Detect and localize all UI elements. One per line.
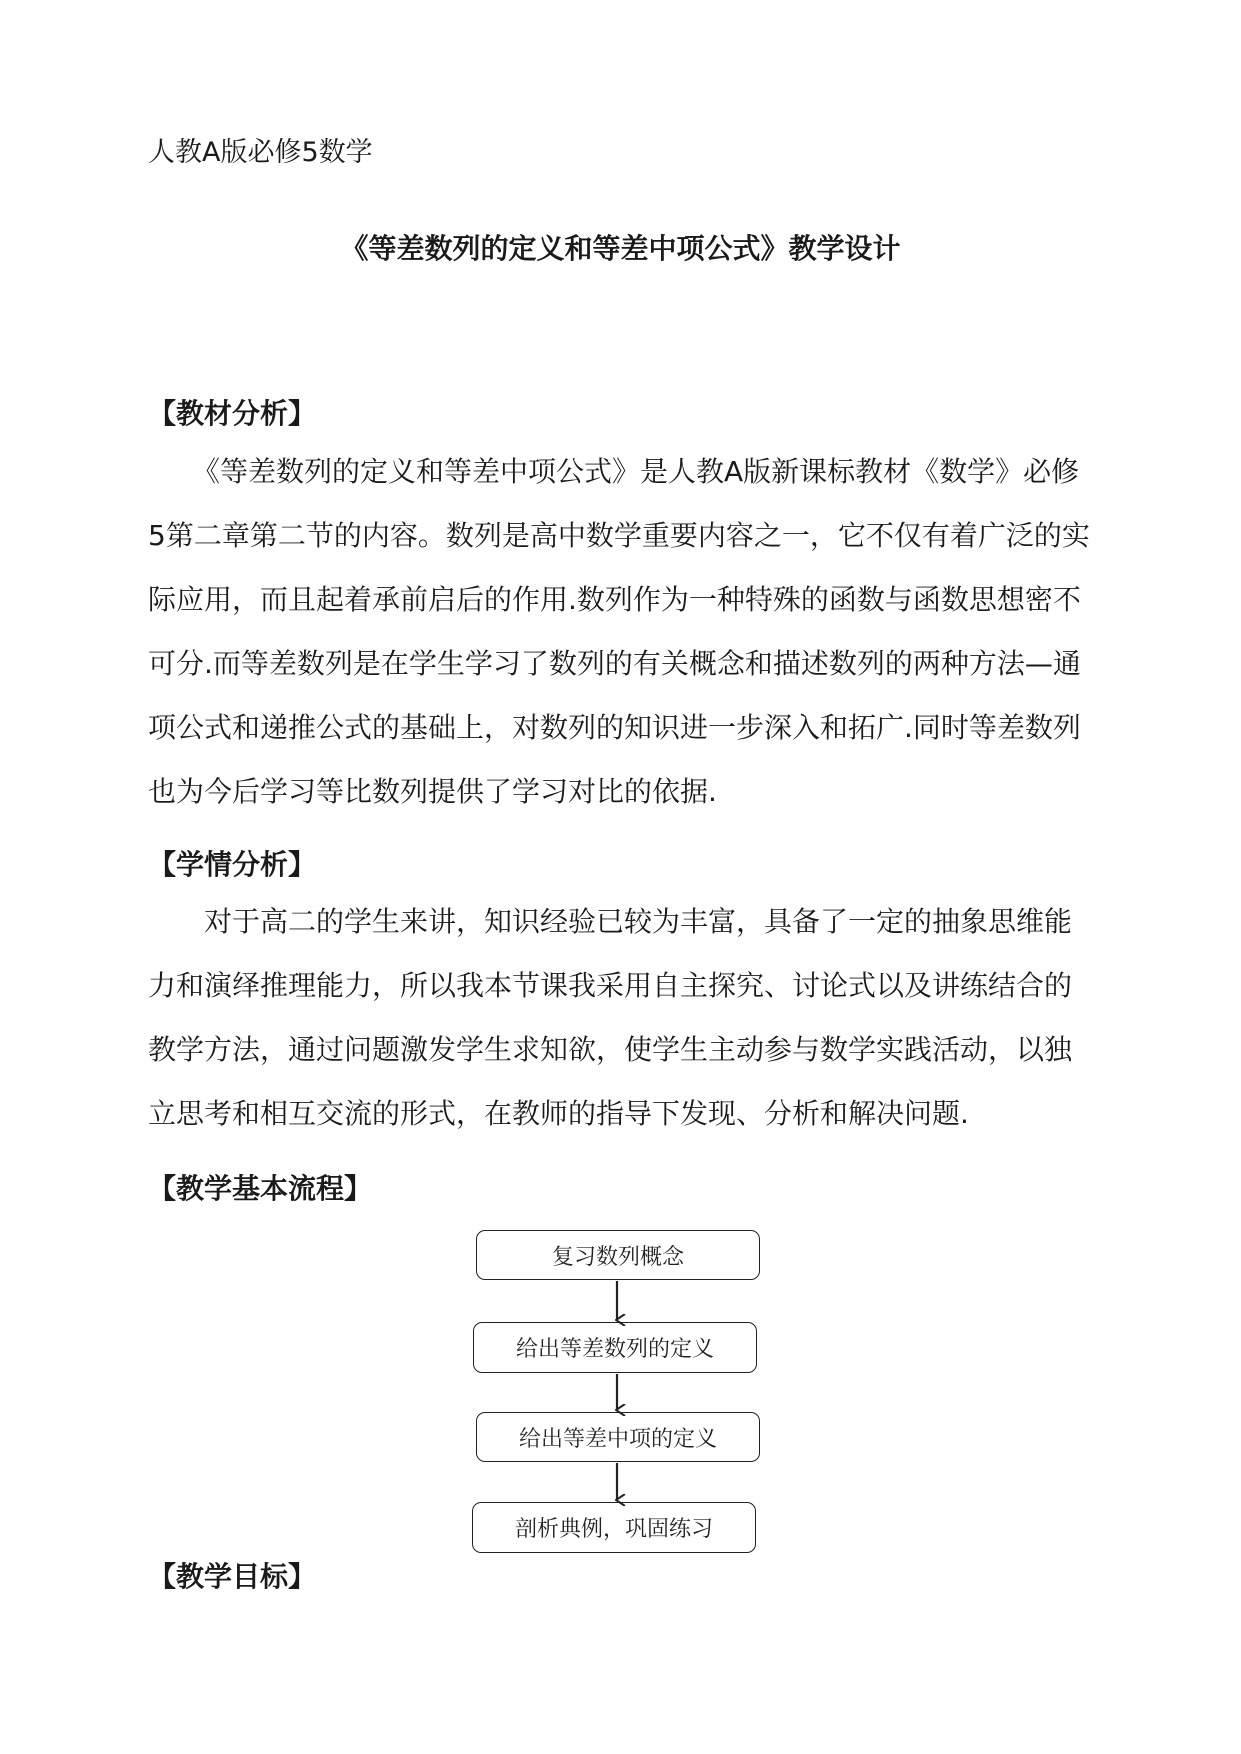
paragraph-line: 项公式和递推公式的基础上，对数列的知识进一步深入和拓广.同时等差数列 xyxy=(148,711,1081,744)
flow-step-definition: 给出等差数列的定义 xyxy=(473,1322,757,1373)
document-subtitle: 人教A版必修5数学 xyxy=(148,137,373,168)
section-heading-students: 【学情分析】 xyxy=(148,848,317,881)
flow-step-middle-term: 给出等差中项的定义 xyxy=(476,1412,760,1462)
section-heading-goals: 【教学目标】 xyxy=(148,1560,317,1593)
paragraph-line: 际应用，而且起着承前启后的作用.数列作为一种特殊的函数与函数思想密不 xyxy=(148,583,1081,616)
flow-step-review: 复习数列概念 xyxy=(476,1230,760,1280)
paragraph-line: 教学方法，通过问题激发学生求知欲，使学生主动参与数学实践活动，以独 xyxy=(148,1033,1073,1066)
flow-step-examples: 剖析典例，巩固练习 xyxy=(472,1502,756,1553)
paragraph-line: 可分.而等差数列是在学生学习了数列的有关概念和描述数列的两种方法—通 xyxy=(148,647,1081,680)
paragraph-line: 力和演绎推理能力，所以我本节课我采用自主探究、讨论式以及讲练结合的 xyxy=(148,969,1073,1002)
section-heading-process: 【教学基本流程】 xyxy=(148,1172,373,1205)
paragraph-line: 立思考和相互交流的形式，在教师的指导下发现、分析和解决问题. xyxy=(148,1097,969,1130)
paragraph-line: 对于高二的学生来讲，知识经验已较为丰富，具备了一定的抽象思维能 xyxy=(204,905,1073,938)
section-heading-material: 【教材分析】 xyxy=(148,397,317,430)
document-title: 《等差数列的定义和等差中项公式》教学设计 xyxy=(340,232,901,265)
paragraph-line: 5第二章第二节的内容。数列是高中数学重要内容之一，它不仅有着广泛的实 xyxy=(148,519,1090,552)
paragraph-line: 《等差数列的定义和等差中项公式》是人教A版新课标教材《数学》必修 xyxy=(192,455,1080,488)
paragraph-line: 也为今后学习等比数列提供了学习对比的依据. xyxy=(148,775,717,808)
